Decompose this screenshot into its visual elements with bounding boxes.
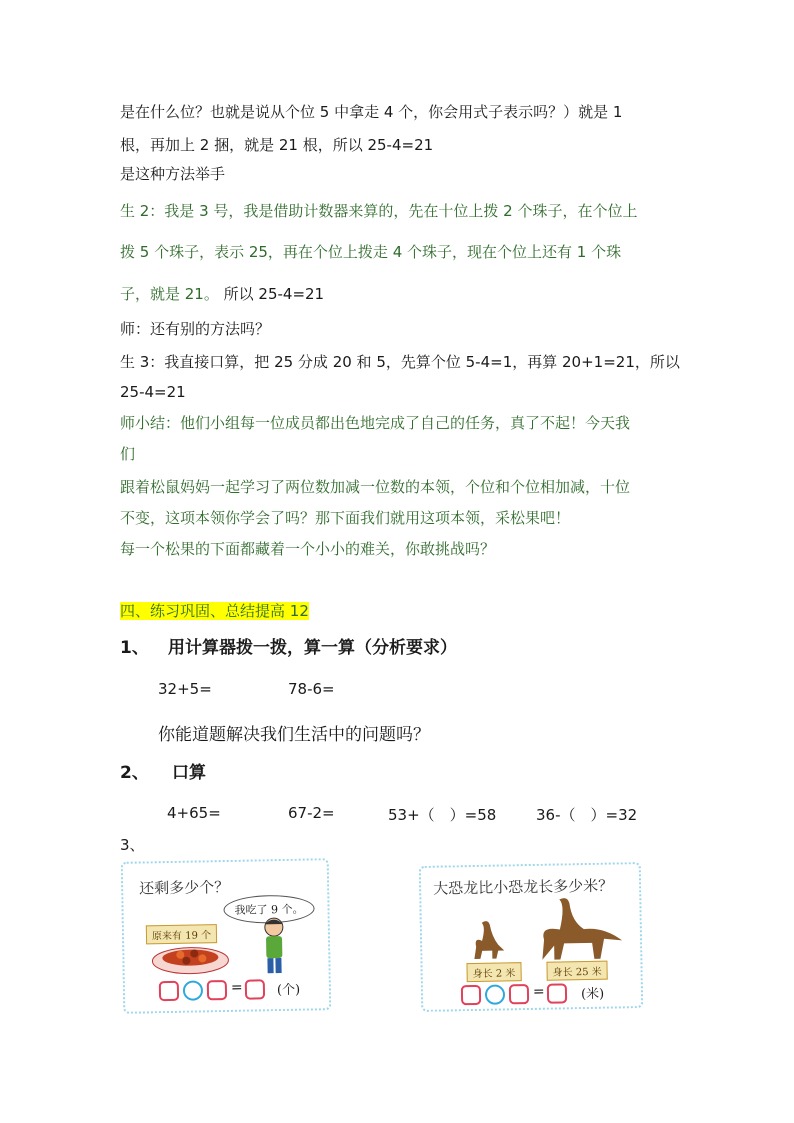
unit-label: (个) xyxy=(276,982,301,999)
question-text: 你能道题解决我们生活中的问题吗？ xyxy=(158,725,430,745)
problem-card-dinosaurs xyxy=(419,862,644,1012)
unit-label: (米) xyxy=(580,986,605,1003)
text-line: 跟着松鼠妈妈一起学习了两位数加减一位数的本领，个位和个位相加减，十位 xyxy=(120,478,631,496)
section-heading-text: 四、练习巩固、总结提高 12 xyxy=(120,602,309,620)
text-line: 根，再加上 2 捆，就是 21 根，所以 25-4=21 xyxy=(120,136,434,154)
text-line: 每一个松果的下面都藏着一个小小的难关，你敢挑战吗？ xyxy=(120,540,496,558)
label-tag: 原来有 19 个 xyxy=(146,924,217,944)
text-line: 25-4=21 xyxy=(120,383,186,401)
text-line: 拨 5 个珠子，表示 25，再在个位上拨走 4 个珠子，现在个位上还有 1 个珠 xyxy=(120,243,622,261)
label-tag: 身长 25 米 xyxy=(546,961,607,981)
question-number: 1、 xyxy=(120,638,149,658)
problem-card-candies xyxy=(121,858,332,1014)
question-number: 2、 xyxy=(120,763,149,783)
small-dinosaur-image xyxy=(468,918,509,961)
plate-of-candies-image xyxy=(150,940,231,977)
expression: 36-（ ）=32 xyxy=(536,806,638,824)
operator-circle xyxy=(183,980,203,1000)
speech-bubble: 我吃了 9 个。 xyxy=(223,894,314,924)
text-line: 师小结：他们小组每一位成员都出色地完成了自己的任务，真了不起！今天我 xyxy=(120,414,631,432)
text-span: 子，就是 21。 xyxy=(120,285,219,303)
text-line: 们 xyxy=(120,445,136,463)
section-heading xyxy=(120,601,309,621)
answer-box xyxy=(547,983,567,1003)
expression: 67-2= xyxy=(288,804,335,822)
expression: 32+5= xyxy=(158,680,212,698)
equals-sign: = xyxy=(230,979,243,996)
boy-image xyxy=(254,917,295,978)
answer-box xyxy=(509,984,529,1004)
answer-box xyxy=(461,985,481,1005)
question-title: 口算 xyxy=(172,763,206,783)
expression: 78-6= xyxy=(288,680,335,698)
text-line: 师：还有别的方法吗？ xyxy=(120,320,271,338)
text-line xyxy=(120,284,324,304)
text-line: 是在什么位？也就是说从个位 5 中拿走 4 个，你会用式子表示吗？）就是 1 xyxy=(120,103,623,121)
answer-box xyxy=(245,979,265,999)
card-title: 大恐龙比小恐龙长多少米？ xyxy=(432,876,614,898)
operator-circle xyxy=(485,984,505,1004)
text-line: 是这种方法举手 xyxy=(120,165,226,183)
question-title: 用计算器拨一拨，算一算（分析要求） xyxy=(168,638,457,658)
big-dinosaur-image xyxy=(533,894,624,962)
card-title: 还剩多少个？ xyxy=(139,877,230,898)
text-line: 生 2：我是 3 号，我是借助计数器来算的，先在十位上拨 2 个珠子，在个位上 xyxy=(120,202,638,220)
label-tag: 身长 2 米 xyxy=(466,962,521,982)
text-line: 不变，这项本领你学会了吗？那下面我们就用这项本领，采松果吧！ xyxy=(120,509,571,527)
answer-box xyxy=(207,980,227,1000)
expression: 4+65= xyxy=(167,804,221,822)
question-number: 3、 xyxy=(120,836,145,854)
expression: 53+（ ）=58 xyxy=(388,806,497,824)
answer-box xyxy=(159,981,179,1001)
text-line: 生 3：我直接口算，把 25 分成 20 和 5，先算个位 5-4=1，再算 20+1=21，所以 xyxy=(120,353,680,371)
text-span: 所以 25-4=21 xyxy=(218,285,325,303)
equals-sign: = xyxy=(532,983,545,1000)
